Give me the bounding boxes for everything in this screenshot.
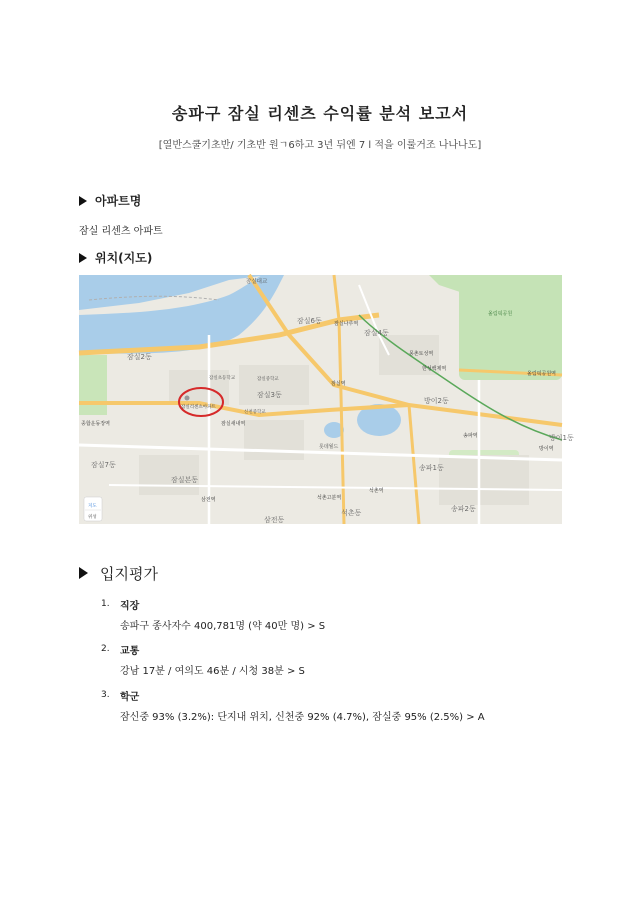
item-title-school: 학군 <box>120 692 140 703</box>
map-label-seokchon: 석촌동 <box>341 509 362 517</box>
map-label-songpa2: 송파2동 <box>451 505 476 513</box>
bullet-triangle-icon <box>79 196 87 206</box>
map-type-satellite-button[interactable]: 위성 <box>88 515 97 520</box>
map-label-samjeon: 삼전동 <box>264 516 285 524</box>
apartment-pin-icon <box>185 396 190 401</box>
item-number: 2. <box>101 644 110 654</box>
map-label-songpa1: 송파1동 <box>419 464 444 472</box>
map-label-jamsil2: 잠실2동 <box>127 353 152 361</box>
map-label-songpa-station: 송파역 <box>463 433 478 439</box>
map-label-bangi1: 방이1동 <box>549 434 574 442</box>
bullet-triangle-icon <box>79 567 88 579</box>
map-label-jamsil6: 잠실6동 <box>297 317 322 325</box>
section-apartment-name <box>79 192 141 209</box>
map-label-seokchon-gobun-station: 석촌고분역 <box>317 495 342 501</box>
map-label-jamsil7: 잠실7동 <box>91 461 116 469</box>
item-title-job: 직장 <box>120 601 140 612</box>
section-heading: 위치(지도) <box>95 251 153 265</box>
item-number: 3. <box>101 690 110 700</box>
section-location-eval <box>79 563 158 584</box>
item-text-school: 잠신중 93% (3.2%): 단지내 위치, 신천중 92% (4.7%), 잠실중 95% (2.5%) > A <box>120 712 485 723</box>
map-canvas <box>79 275 574 524</box>
item-number: 1. <box>101 599 110 609</box>
map-label-bridge: 잠실대교 <box>246 279 268 285</box>
location-map[interactable] <box>79 275 574 524</box>
map-label-sports-complex-station: 종합운동장역 <box>81 421 110 427</box>
map-label-jamsil-elem: 잠실초등학교 <box>209 376 236 381</box>
map-label-jamsilnaru-station: 잠실나루역 <box>334 321 359 327</box>
map-label-target-apt: 잠실리센츠아파트 <box>181 405 216 410</box>
map-label-olympic-park-station: 올림픽공원역 <box>527 371 556 377</box>
apartment-name-text: 잠실 리센츠 아파트 <box>79 226 163 237</box>
report-title: 송파구 잠실 리센츠 수익률 분석 보고서 <box>171 104 469 123</box>
bullet-triangle-icon <box>79 253 87 263</box>
map-label-sincheon-mid: 신천중학교 <box>244 410 266 415</box>
section-heading: 입지평가 <box>100 565 158 583</box>
item-text-transport: 강남 17분 / 여의도 46분 / 시청 38분 > S <box>120 666 305 677</box>
map-label-bangi2: 방이2동 <box>424 397 449 405</box>
map-label-jamsil4: 잠실4동 <box>364 329 389 337</box>
map-label-hansung-station: 한성백제역 <box>422 366 447 372</box>
map-label-samjeon-station: 삼전역 <box>201 497 216 503</box>
report-subtitle: [열반스쿨기초반/ 기초반 원ㄱ6하고 3년 뒤엔 7 l 적을 이룰거조 나나나도] <box>158 140 482 151</box>
map-label-jamsil3: 잠실3동 <box>257 391 282 399</box>
map-label-jamsilsaenae-station: 잠실새내역 <box>221 421 246 427</box>
item-text-job: 송파구 종사자수 400,781명 (약 40만 명) > S <box>120 621 326 632</box>
map-label-seokchon-station: 석촌역 <box>369 488 384 494</box>
section-heading: 아파트명 <box>95 194 142 208</box>
map-label-jamsil-mid: 잠실중학교 <box>257 377 279 382</box>
map-label-jamsil-station: 잠실역 <box>331 381 346 387</box>
map-type-map-button[interactable]: 지도 <box>88 504 97 509</box>
map-label-jamsilbon: 잠실본동 <box>171 476 199 484</box>
item-title-transport: 교통 <box>120 646 140 657</box>
map-label-mongchon-station: 몽촌토성역 <box>409 351 434 357</box>
map-label-lotte-world: 롯데월드 <box>319 444 339 450</box>
map-label-olympic-park: 올림픽공원 <box>488 311 513 317</box>
map-label-bangi-station: 방이역 <box>539 446 554 452</box>
section-map <box>79 249 152 266</box>
